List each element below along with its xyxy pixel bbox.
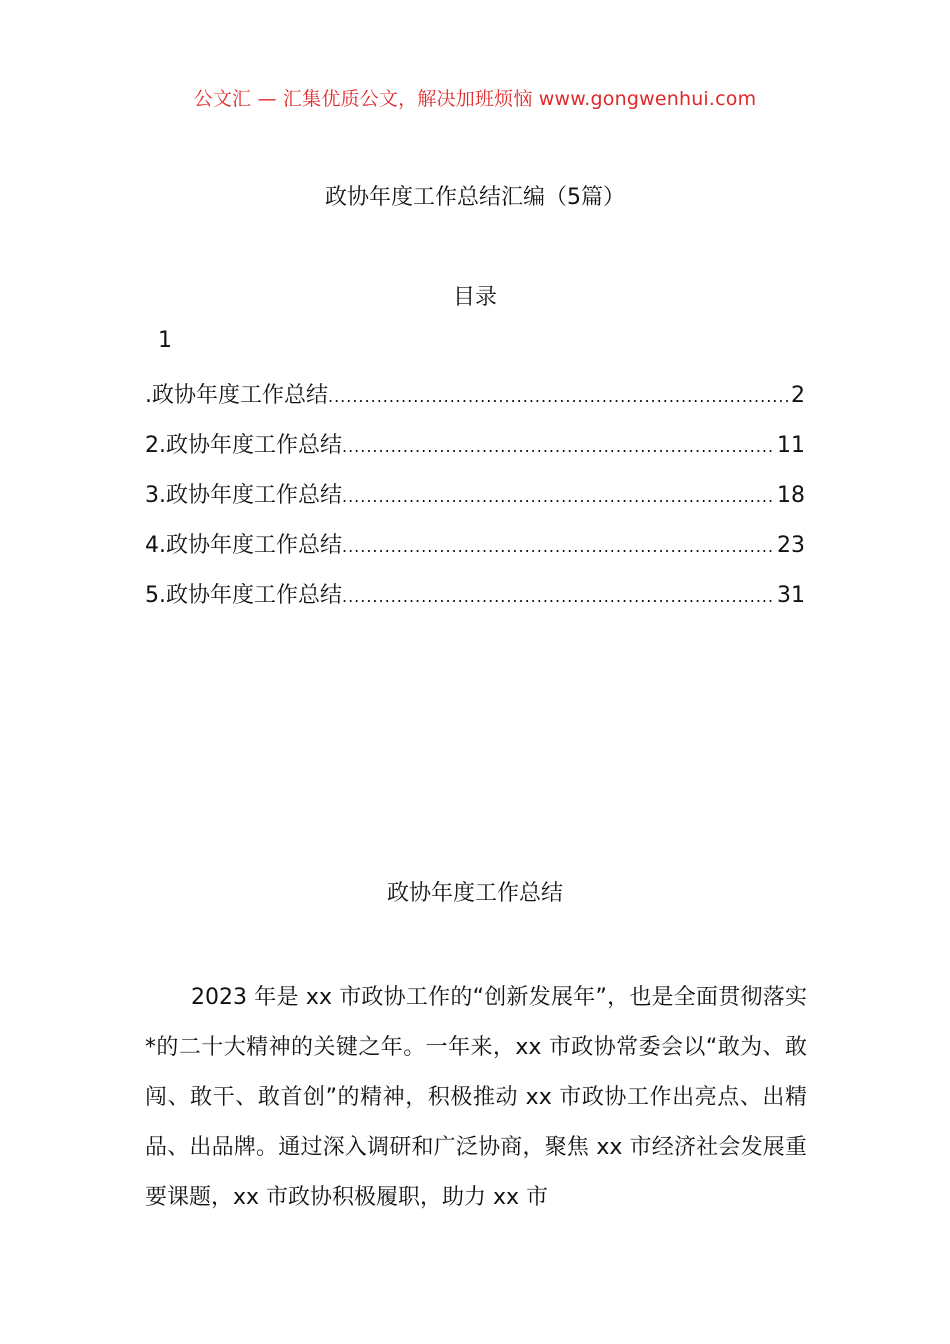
toc-entry-label: 5.政协年度工作总结: [145, 583, 342, 608]
body-paragraph: 2023 年是 xx 市政协工作的“创新发展年”，也是全面贯彻落实*的二十大精神的关键之年。一年来，xx 市政协常委会以“敢为、敢闯、敢干、敢首创”的精神，积极推动 xx 市政协工作出亮点、出精品、出品牌。通过深入调研和广泛协商，聚焦 xx 市经济社会发展重要课题，xx 市政协积极履职，助力 xx 市: [145, 985, 807, 1210]
toc-entry-4[interactable]: [145, 528, 805, 578]
toc-entry-page: 31: [777, 583, 805, 608]
toc-heading: 目录: [452, 285, 497, 310]
site-banner: 公文汇 — 汇集优质公文，解决加班烦恼 www.gongwenhui.com: [193, 88, 757, 110]
toc-entry-label: 4.政协年度工作总结: [145, 533, 342, 558]
document-title: 政协年度工作总结汇编（5篇）: [325, 185, 625, 210]
toc-entry-page: 2: [791, 383, 805, 408]
toc-entry-1[interactable]: [145, 378, 805, 428]
toc-entry-label: .政协年度工作总结: [145, 383, 328, 408]
toc-entry-2[interactable]: [145, 428, 805, 478]
toc-dot-leader: [328, 387, 789, 406]
toc-entry-3[interactable]: [145, 478, 805, 528]
toc-entry-page: 23: [777, 533, 805, 558]
toc-dot-leader: [342, 487, 775, 506]
toc-entry-label: 3.政协年度工作总结: [145, 483, 342, 508]
toc-dot-leader: [342, 437, 775, 456]
toc-dot-leader: [342, 537, 775, 556]
toc-dot-leader: [342, 587, 775, 606]
toc-entry-page: 11: [777, 433, 805, 458]
toc-entry-page: 18: [777, 483, 805, 508]
toc-entry-label: 2.政协年度工作总结: [145, 433, 342, 458]
toc-entry-5[interactable]: [145, 578, 805, 628]
section-title: 政协年度工作总结: [386, 881, 563, 906]
table-of-contents: [145, 378, 805, 628]
toc-stray-number: 1: [158, 328, 172, 353]
